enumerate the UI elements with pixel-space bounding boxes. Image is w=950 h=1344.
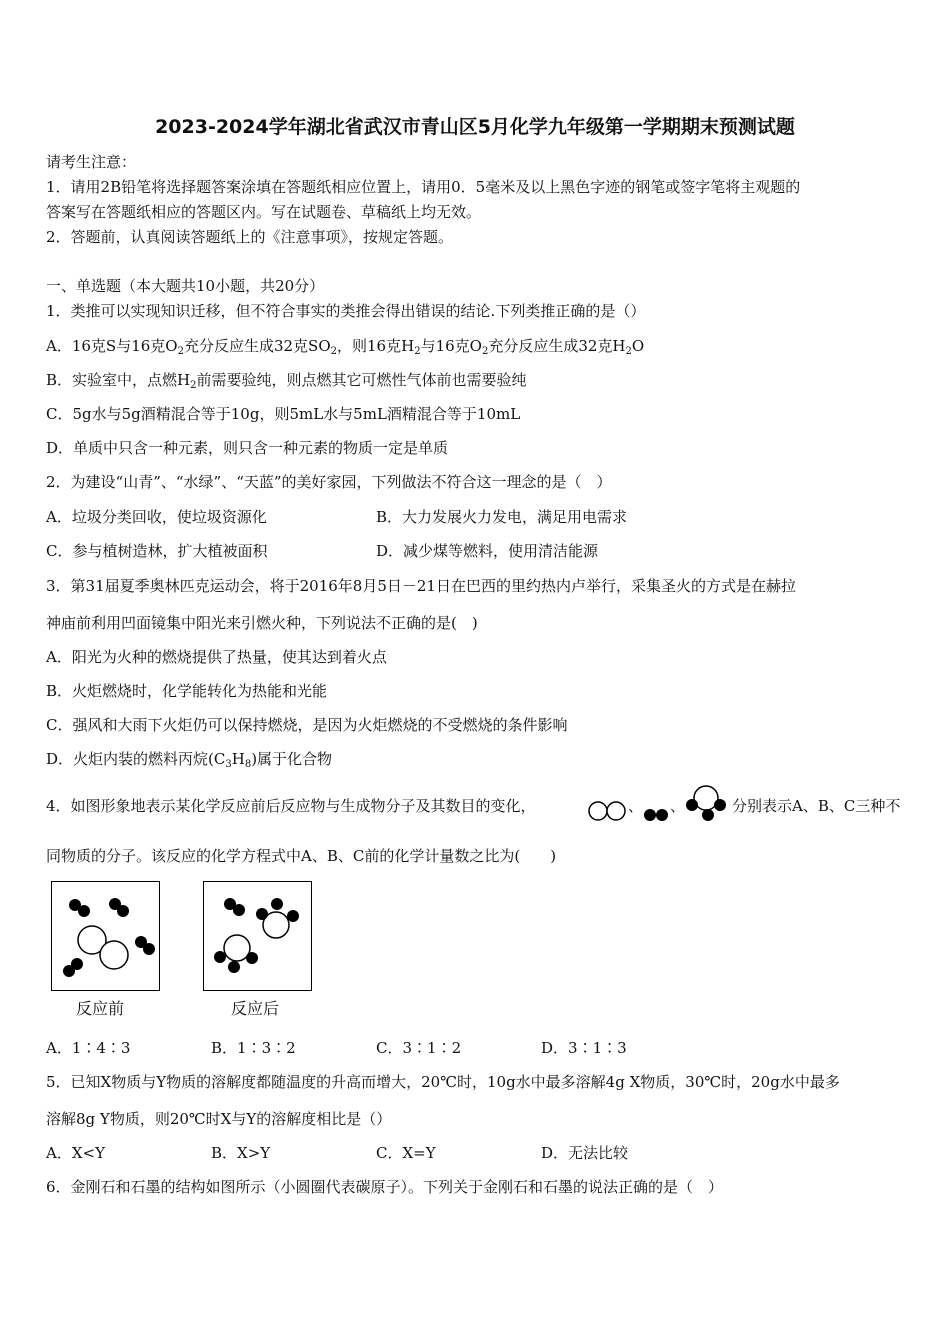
q2-option-b[interactable]: B．大力发展火力发电，满足用电需求 xyxy=(376,508,628,526)
q5-option-c[interactable]: C．X=Y xyxy=(376,1144,436,1162)
after-reaction-diagram xyxy=(204,882,311,990)
q4-option-b[interactable]: B．1∶3∶2 xyxy=(211,1039,296,1057)
q5-option-b[interactable]: B．X>Y xyxy=(211,1144,271,1162)
q3-option-b[interactable]: B．火炬燃烧时，化学能转化为热能和光能 xyxy=(46,682,328,700)
before-reaction-caption: 反应前 xyxy=(76,999,125,1018)
q4-option-a[interactable]: A．1∶4∶3 xyxy=(46,1039,131,1057)
q1-option-b[interactable]: B．实验室中，点燃$H_2$前需要验纯，则点燃其它可燃性气体前也需要验纯 xyxy=(46,371,527,391)
before-reaction-diagram xyxy=(52,882,159,990)
q4-stem-line-1: 4．如图形象地表示某化学反应前后反应物与生成物分子及其数目的变化， xyxy=(46,797,536,815)
q3-stem-line-1: 3．第31届夏季奥林匹克运动会，将于2016年8月5日－21日在巴西的里约热内卢举行，采集圣火的方式是在赫拉 xyxy=(46,577,796,595)
q1-option-a[interactable]: A．16克S与16克$O_2$充分反应生成32克$SO_2$，则16克$H_2$与16克$O_2$充分反应生成32克$H_2O$ xyxy=(46,337,645,357)
page-title: 2023-2024学年湖北省武汉市青山区5月化学九年级第一学期期末预测试题 xyxy=(155,116,795,138)
q1-option-d[interactable]: D．单质中只含一种元素，则只含一种元素的物质一定是单质 xyxy=(46,439,449,457)
molecule-a-icon xyxy=(586,796,634,824)
q5-stem-line-2: 溶解8g Y物质，则20℃时X与Y的溶解度相比是（） xyxy=(46,1110,392,1128)
q1-stem: 1．类推可以实现知识迁移，但不符合事实的类推会得出错误的结论.下列类推正确的是（） xyxy=(46,302,646,320)
q5-option-a[interactable]: A．X<Y xyxy=(46,1144,105,1162)
q5-option-d[interactable]: D．无法比较 xyxy=(541,1144,629,1162)
q4-stem-line-1-end: 分别表示A、B、C三种不 xyxy=(732,797,901,815)
notice-line-3: 2．答题前，认真阅读答题纸上的《注意事项》，按规定答题。 xyxy=(46,228,454,246)
notice-heading: 请考生注意： xyxy=(46,153,137,171)
after-reaction-box xyxy=(203,881,312,991)
after-reaction-caption: 反应后 xyxy=(231,999,280,1018)
q3-stem-line-2: 神庙前利用凹面镜集中阳光来引燃火种，下列说法不正确的是( ) xyxy=(46,614,478,632)
q4-stem-line-2: 同物质的分子。该反应的化学方程式中A、B、C前的化学计量数之比为( ) xyxy=(46,847,557,865)
section-heading: 一、单选题（本大题共10小题，共20分） xyxy=(46,277,325,295)
q4-option-d[interactable]: D．3∶1∶3 xyxy=(541,1039,627,1057)
notice-line-2: 答案写在答题纸相应的答题区内。写在试题卷、草稿纸上均无效。 xyxy=(46,203,482,221)
notice-line-1: 1．请用2B铅笔将选择题答案涂填在答题纸相应位置上，请用0．5毫米及以上黑色字迹的钢笔或签字笔将主观题的 xyxy=(46,178,801,196)
molecule-c-icon xyxy=(682,778,730,826)
legend-separator: 、 xyxy=(670,797,686,815)
q6-stem: 6．金刚石和石墨的结构如图所示（小圆圈代表碳原子）。下列关于金刚石和石墨的说法正确的是（ ） xyxy=(46,1178,724,1196)
q3-option-d[interactable]: D．火炬内装的燃料丙烷$(C_3H_8)$属于化合物 xyxy=(46,750,333,770)
molecule-b-icon xyxy=(642,804,672,824)
q5-stem-line-1: 5．已知X物质与Y物质的溶解度都随温度的升高而增大，20℃时，10g水中最多溶解4g X物质，30℃时，20g水中最多 xyxy=(46,1073,840,1091)
q4-option-c[interactable]: C．3∶1∶2 xyxy=(376,1039,462,1057)
before-reaction-box xyxy=(51,881,160,991)
q2-option-c[interactable]: C．参与植树造林，扩大植被面积 xyxy=(46,542,268,560)
q2-option-a[interactable]: A．垃圾分类回收，使垃圾资源化 xyxy=(46,508,267,526)
q2-option-d[interactable]: D．减少煤等燃料，使用清洁能源 xyxy=(376,542,599,560)
q2-stem: 2．为建设“山青”、“水绿”、“天蓝”的美好家园，下列做法不符合这一理念的是（ ） xyxy=(46,473,612,491)
q3-option-a[interactable]: A．阳光为火种的燃烧提供了热量，使其达到着火点 xyxy=(46,648,387,666)
q3-option-c[interactable]: C．强风和大雨下火炬仍可以保持燃烧，是因为火炬燃烧的不受燃烧的条件影响 xyxy=(46,716,568,734)
legend-separator: 、 xyxy=(628,797,644,815)
q1-option-c[interactable]: C．5g水与5g酒精混合等于10g，则5mL水与5mL酒精混合等于10mL xyxy=(46,405,521,423)
